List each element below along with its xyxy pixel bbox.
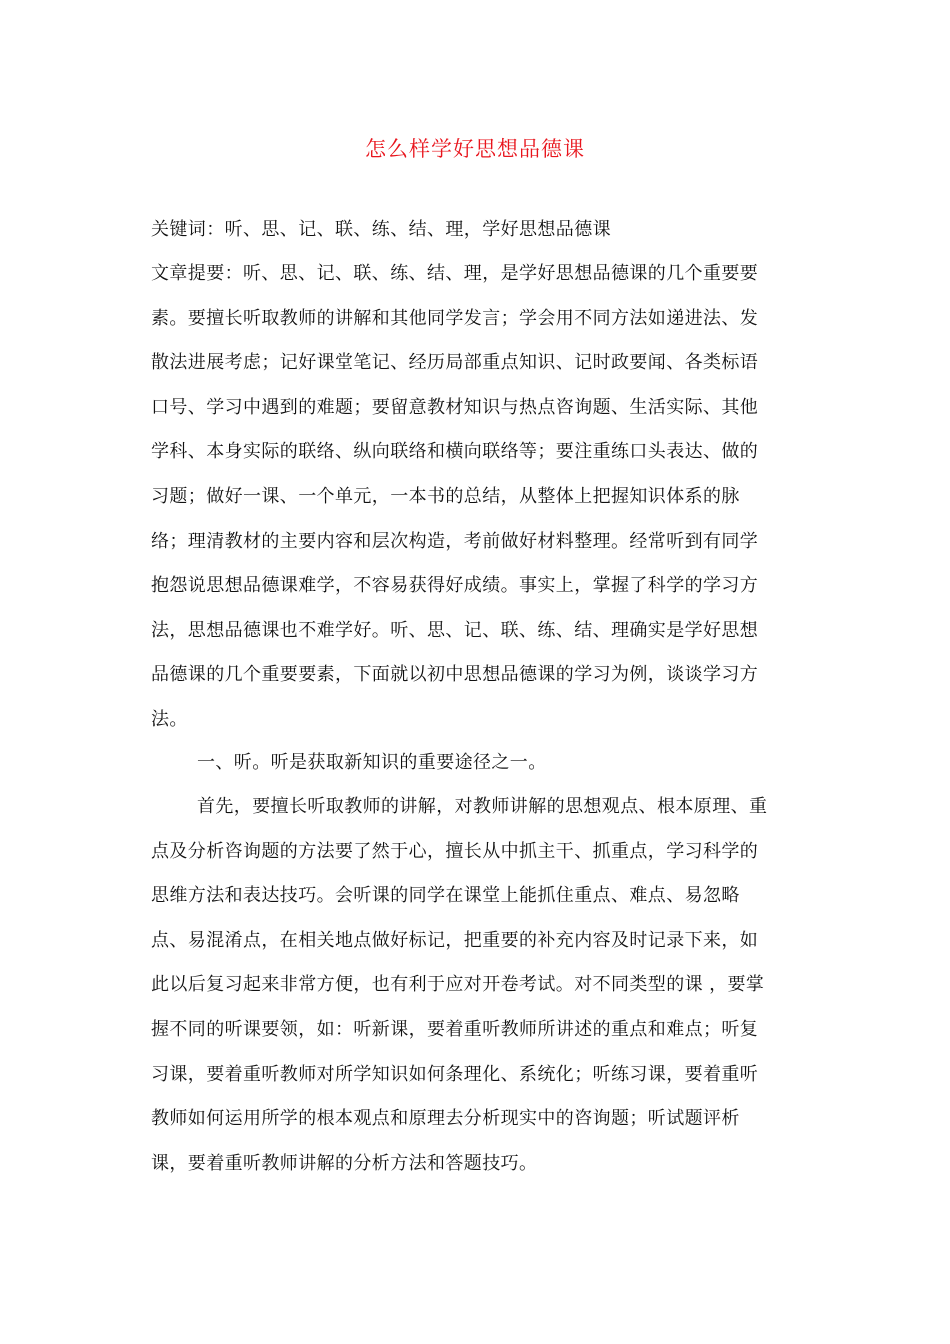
summary-line: 素。要擅长听取教师的讲解和其他同学发言；学会用不同方法如递进法、发 — [151, 307, 759, 329]
paragraph-listening — [151, 785, 791, 1186]
summary-line: 品德课的几个重要要素，下面就以初中思想品德课的学习为例，谈谈学习方 — [151, 664, 759, 686]
summary-line: 法。 — [151, 708, 188, 730]
article-summary — [151, 252, 791, 743]
paragraph-line: 教师如何运用所学的根本观点和原理去分析现实中的咨询题；听试题评析 — [151, 1108, 740, 1130]
section-heading: 一、听。听是获取新知识的重要途径之一。 — [197, 752, 547, 773]
paragraph-line: 思维方法和表达技巧。会听课的同学在课堂上能抓住重点、难点、易忽略 — [151, 885, 740, 907]
paragraph-line: 点、易混淆点，在相关地点做好标记，把重要的补充内容及时记录下来，如 — [151, 929, 759, 951]
summary-line: 抱怨说思想品德课难学，不容易获得好成绩。事实上，掌握了科学的学习方 — [151, 575, 759, 597]
paragraph-line: 握不同的听课要领，如：听新课，要着重听教师所讲述的重点和难点；听复 — [151, 1018, 759, 1040]
summary-line: 学科、本身实际的联络、纵向联络和横向联络等；要注重练口头表达、做的 — [151, 441, 759, 463]
paragraph-line: 习课，要着重听教师对所学知识如何条理化、系统化；听练习课，要着重听 — [151, 1063, 759, 1085]
summary-line: 文章提要：听、思、记、联、练、结、理，是学好思想品德课的几个重要要 — [151, 263, 759, 284]
summary-line: 习题；做好一课、一个单元，一本书的总结，从整体上把握知识体系的脉 — [151, 485, 740, 507]
summary-line: 口号、学习中遇到的难题；要留意教材知识与热点咨询题、生活实际、其他 — [151, 396, 759, 418]
paragraph-line: 课，要着重听教师讲解的分析方法和答题技巧。 — [151, 1152, 538, 1174]
summary-line: 法，思想品德课也不难学好。听、思、记、联、练、结、理确实是学好思想 — [151, 619, 759, 641]
paragraph-line: 此以后复习起来非常方便，也有利于应对开卷考试。对不同类型的课 ，要掌 — [151, 974, 765, 996]
paragraph-line: 首先，要擅长听取教师的讲解，对教师讲解的思想观点、根本原理、重 — [197, 796, 768, 817]
paragraph-line: 点及分析咨询题的方法要了然于心，擅长从中抓主干、抓重点，学习科学的 — [151, 840, 759, 862]
keywords-line: 关键词：听、思、记、联、练、结、理，学好思想品德课 — [151, 219, 611, 240]
document-title: 怎么样学好思想品德课 — [365, 137, 585, 161]
summary-line: 络；理清教材的主要内容和层次构造，考前做好材料整理。经常听到有同学 — [151, 530, 759, 552]
summary-line: 散法进展考虑；记好课堂笔记、经历局部重点知识、记时政要闻、各类标语 — [151, 352, 759, 374]
